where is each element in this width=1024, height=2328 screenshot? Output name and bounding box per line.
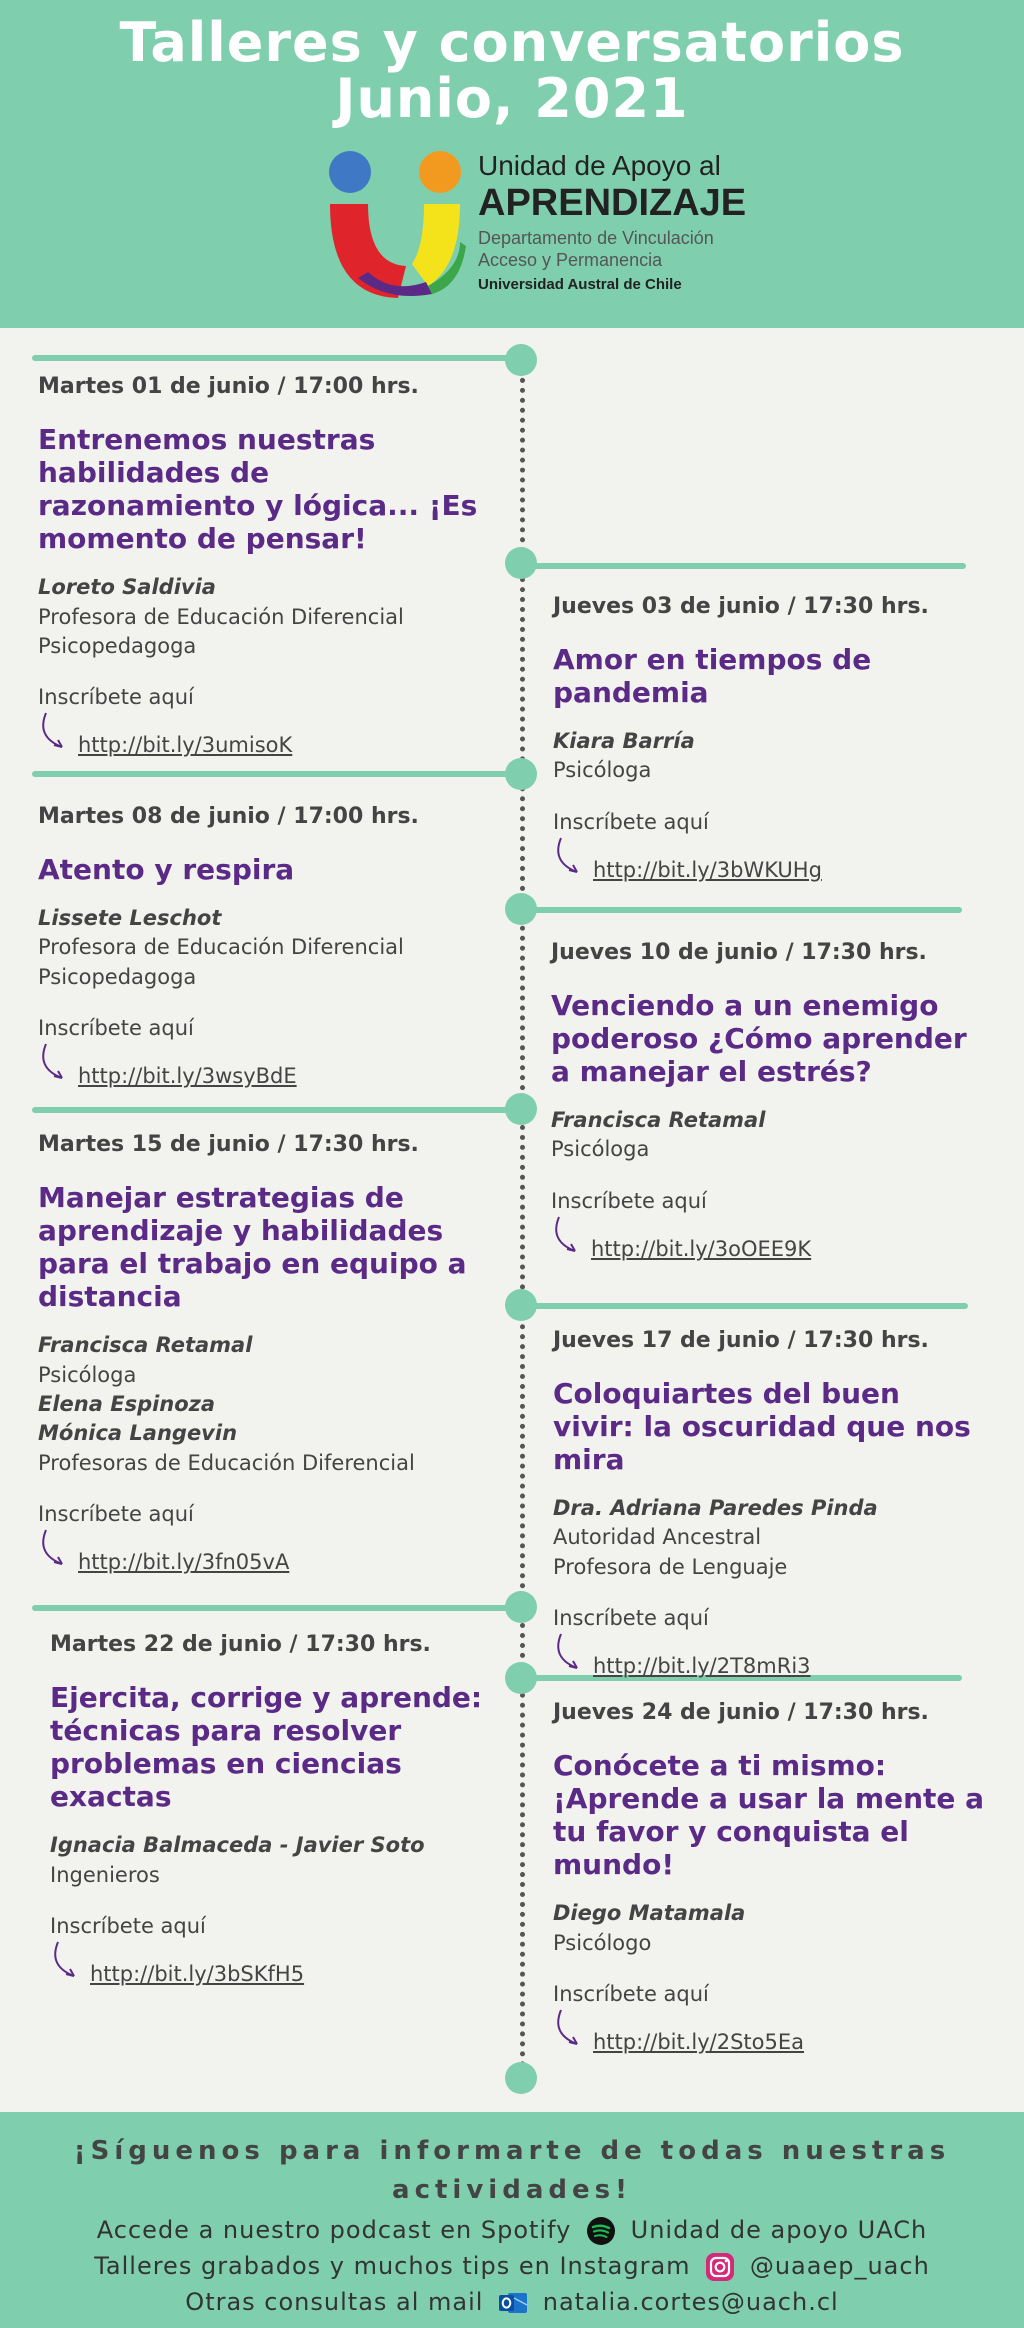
event-title: Conócete a ti mismo: ¡Aprende a usar la mente a tu favor y conquista el mundo! — [553, 1749, 985, 1882]
logo-text-line3: Departamento de Vinculación — [478, 228, 714, 248]
event-title: Amor en tiempos de pandemia — [553, 643, 872, 710]
event-title: Ejercita, corrige y aprende: técnicas para resolver problemas en ciencias exactas — [50, 1681, 483, 1814]
register-link[interactable]: http://bit.ly/3fn05vA — [78, 1550, 290, 1575]
presenter-name: Diego Matamala — [553, 1901, 746, 1926]
presenter-role: Psicopedagoga — [38, 964, 197, 989]
curved-arrow-icon — [38, 1042, 78, 1086]
timeline-branch — [32, 355, 520, 361]
event-date: Jueves 03 de junio / 17:30 hrs. — [553, 594, 929, 619]
instagram-icon — [705, 2252, 735, 2282]
podcast-line — [0, 2216, 1024, 2246]
register-link[interactable]: http://bit.ly/3bWKUHg — [593, 857, 822, 882]
register-link[interactable]: http://bit.ly/2T8mRi3 — [593, 1654, 811, 1679]
event-presenters — [38, 904, 484, 992]
instagram-prefix: Talleres grabados y muchos tips en Instagram — [94, 2252, 691, 2280]
presenter-role: Psicólogo — [553, 1930, 652, 1955]
event-card — [50, 1632, 490, 1986]
event-date: Jueves 24 de junio / 17:30 hrs. — [553, 1700, 929, 1725]
footer-banner — [0, 2112, 1024, 2328]
timeline-spine — [520, 358, 525, 2078]
register-link[interactable]: http://bit.ly/3oOEE9K — [591, 1236, 812, 1261]
logo-text-line1: Unidad de Apoyo al — [478, 150, 721, 181]
logo-mark-icon — [328, 146, 468, 306]
logo-text-line5: Universidad Austral de Chile — [478, 276, 682, 293]
register-label: Inscríbete aquí — [551, 1188, 707, 1213]
event-title: Atento y respira — [38, 853, 295, 886]
page-title: Talleres y conversatorios — [119, 11, 905, 74]
timeline-branch — [522, 563, 966, 569]
presenter-role: Autoridad Ancestral — [553, 1525, 762, 1550]
presenter-role: Psicóloga — [553, 758, 652, 783]
mail-address[interactable]: natalia.cortes@uach.cl — [542, 2288, 839, 2316]
presenter-role: Psicóloga — [551, 1137, 650, 1162]
timeline-branch — [32, 1107, 520, 1113]
header-banner — [0, 0, 1024, 328]
register-label: Inscríbete aquí — [38, 1502, 194, 1527]
timeline-node — [505, 344, 537, 376]
event-date: Martes 01 de junio / 17:00 hrs. — [38, 374, 419, 399]
footer-heading: ¡Síguenos para informarte de todas nuestras actividades! — [73, 2136, 951, 2205]
presenter-role: Profesora de Lenguaje — [553, 1554, 788, 1579]
register-label: Inscríbete aquí — [38, 1016, 194, 1041]
presenter-role: Profesora de Educación Diferencial — [38, 935, 404, 960]
register-link[interactable]: http://bit.ly/3bSKfH5 — [90, 1961, 305, 1986]
event-card — [38, 1132, 484, 1574]
timeline-node — [505, 1289, 537, 1321]
presenter-name: Francisca Retamal — [38, 1333, 253, 1358]
timeline-node — [505, 1662, 537, 1694]
curved-arrow-icon — [551, 1215, 591, 1259]
presenter-name: Mónica Langevin — [38, 1421, 238, 1446]
event-title: Manejar estrategias de aprendizaje y habilidades para el trabajo en equipo a distancia — [38, 1181, 467, 1314]
logo-text-line4: Acceso y Permanencia — [478, 250, 663, 270]
event-presenters — [551, 1106, 985, 1165]
register-link[interactable]: http://bit.ly/3umisoK — [78, 733, 293, 758]
register-label: Inscríbete aquí — [38, 685, 194, 710]
event-title: Venciendo a un enemigo poderoso ¿Cómo aprender a manejar el estrés? — [551, 989, 967, 1089]
timeline-branch — [522, 1303, 968, 1309]
timeline-node — [505, 547, 537, 579]
logo — [328, 146, 747, 306]
presenter-role: Profesoras de Educación Diferencial — [38, 1450, 415, 1475]
presenter-name: Elena Espinoza — [38, 1391, 216, 1416]
register-link[interactable]: http://bit.ly/2Sto5Ea — [593, 2029, 805, 2054]
mail-line — [0, 2288, 1024, 2318]
register-link[interactable]: http://bit.ly/3wsyBdE — [78, 1064, 297, 1089]
curved-arrow-icon — [38, 1528, 78, 1572]
curved-arrow-icon — [38, 711, 78, 755]
event-date: Martes 15 de junio / 17:30 hrs. — [38, 1132, 419, 1157]
event-card — [553, 594, 983, 882]
register-label: Inscríbete aquí — [553, 809, 709, 834]
event-card — [553, 1700, 985, 2054]
presenter-name: Lissete Leschot — [38, 906, 222, 931]
curved-arrow-icon — [553, 2008, 593, 2052]
event-presenters — [50, 1831, 490, 1890]
event-card — [551, 940, 985, 1261]
event-presenters — [38, 573, 484, 661]
outlook-icon — [498, 2288, 528, 2318]
event-card — [553, 1328, 985, 1678]
logo-text-line2: APRENDIZAJE — [478, 182, 747, 224]
page-subtitle: Junio, 2021 — [335, 67, 689, 130]
event-title: Coloquiartes del buen vivir: la oscuridad que nos mira — [553, 1377, 971, 1477]
timeline-node — [505, 893, 537, 925]
instagram-handle[interactable]: @uaaep_uach — [749, 2252, 930, 2280]
presenter-role: Psicóloga — [38, 1362, 137, 1387]
timeline-node — [505, 1591, 537, 1623]
event-date: Jueves 17 de junio / 17:30 hrs. — [553, 1328, 929, 1353]
timeline-node — [505, 1093, 537, 1125]
spotify-icon — [586, 2216, 616, 2246]
event-date: Jueves 10 de junio / 17:30 hrs. — [551, 940, 927, 965]
register-label: Inscríbete aquí — [553, 1981, 709, 2006]
curved-arrow-icon — [50, 1940, 90, 1984]
presenter-name: Loreto Saldivia — [38, 575, 216, 600]
register-label: Inscríbete aquí — [553, 1606, 709, 1631]
register-label: Inscríbete aquí — [50, 1913, 206, 1938]
presenter-name: Ignacia Balmaceda - Javier Soto — [50, 1833, 425, 1858]
mail-prefix: Otras consultas al mail — [185, 2288, 484, 2316]
presenter-name: Dra. Adriana Paredes Pinda — [553, 1496, 878, 1521]
timeline-branch — [522, 907, 962, 913]
event-presenters — [553, 1899, 985, 1958]
event-date: Martes 22 de junio / 17:30 hrs. — [50, 1632, 431, 1657]
event-title: Entrenemos nuestras habilidades de razonamiento y lógica... ¡Es momento de pensar! — [38, 423, 478, 556]
event-date: Martes 08 de junio / 17:00 hrs. — [38, 804, 419, 829]
timeline-node — [505, 758, 537, 790]
event-presenters — [38, 1331, 484, 1478]
event-card — [38, 374, 484, 757]
podcast-link[interactable]: Unidad de apoyo UACh — [630, 2216, 928, 2244]
curved-arrow-icon — [553, 836, 593, 880]
event-presenters — [553, 727, 983, 786]
presenter-role: Profesora de Educación Diferencial — [38, 604, 404, 629]
event-card — [38, 804, 484, 1088]
presenter-name: Francisca Retamal — [551, 1108, 766, 1133]
presenter-role: Ingenieros — [50, 1862, 160, 1887]
podcast-prefix: Accede a nuestro podcast en Spotify — [96, 2216, 572, 2244]
presenter-role: Psicopedagoga — [38, 633, 197, 658]
timeline-node-end — [505, 2062, 537, 2094]
instagram-line — [0, 2252, 1024, 2282]
timeline-branch — [32, 771, 520, 777]
presenter-name: Kiara Barría — [553, 729, 695, 754]
event-presenters — [553, 1494, 985, 1582]
timeline-branch — [32, 1605, 520, 1611]
curved-arrow-icon — [553, 1632, 593, 1676]
